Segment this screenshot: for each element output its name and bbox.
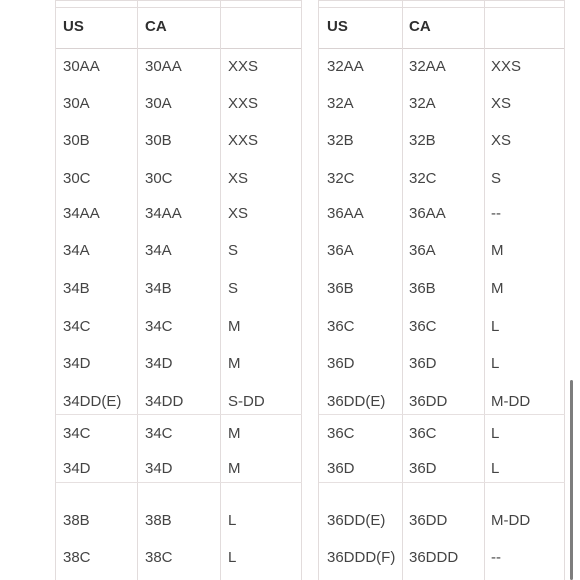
table-cell: 36B	[327, 280, 354, 297]
table-cell: 36DDD(F)	[327, 549, 396, 566]
table-cell: 36DD(E)	[327, 512, 386, 529]
table-cell: 30AA	[63, 58, 100, 75]
table-cell: L	[491, 425, 500, 442]
size-table-left	[55, 0, 302, 580]
table-cell: M	[491, 242, 504, 259]
table-cell: 36DDD	[409, 549, 459, 566]
table-cell: M	[228, 460, 241, 477]
table-cell: 34AA	[145, 205, 182, 222]
row-divider	[319, 414, 565, 415]
table-cell: 30C	[63, 170, 91, 187]
table-cell: XS	[228, 205, 249, 222]
table-cell: 34D	[145, 355, 173, 372]
table-cell: 30A	[63, 95, 90, 112]
table-cell: 32AA	[327, 58, 364, 75]
table-cell: 36B	[409, 280, 436, 297]
table-cell: XXS	[491, 58, 522, 75]
table-cell: 36DD(E)	[327, 393, 386, 410]
table-cell: M	[491, 280, 504, 297]
table-cell: M	[228, 425, 241, 442]
table-cell: XS	[491, 95, 512, 112]
table-cell: 38B	[63, 512, 90, 529]
table-cell: L	[228, 549, 237, 566]
table-cell: 36AA	[327, 205, 364, 222]
table-cell: 34C	[145, 425, 173, 442]
table-cell: 32B	[327, 132, 354, 149]
table-cell: M-DD	[491, 512, 531, 529]
table-cell: 36A	[409, 242, 436, 259]
table-cell: 34C	[63, 318, 91, 335]
table-cell: M-DD	[491, 393, 531, 410]
table-cell: L	[491, 460, 500, 477]
table-cell: 34DD(E)	[63, 393, 122, 410]
table-cell: S	[491, 170, 502, 187]
table-cell: 34C	[145, 318, 173, 335]
row-divider	[56, 414, 302, 415]
table-cell: 34DD	[145, 393, 184, 410]
table-cell: 32C	[327, 170, 355, 187]
row-divider	[319, 482, 565, 483]
table-cell: 34D	[63, 460, 91, 477]
size-table-right	[318, 0, 565, 580]
table-cell: 34D	[63, 355, 91, 372]
table-cell: 34B	[63, 280, 90, 297]
row-divider	[56, 482, 302, 483]
table-cell: 34C	[63, 425, 91, 442]
table-cell: 32A	[327, 95, 354, 112]
table-cell: 30B	[63, 132, 90, 149]
header-us: US	[327, 18, 348, 35]
table-cell: 38C	[63, 549, 91, 566]
table-cell: 34A	[63, 242, 90, 259]
header-us: US	[63, 18, 84, 35]
table-cell: 32AA	[409, 58, 446, 75]
table-cell: 32C	[409, 170, 437, 187]
table-cell: XS	[228, 170, 249, 187]
table-cell: 36D	[409, 355, 437, 372]
table-cell: M	[228, 355, 241, 372]
table-cell: 34A	[145, 242, 172, 259]
table-cell: 36DD	[409, 393, 448, 410]
table-cell: L	[228, 512, 237, 529]
table-cell: 30B	[145, 132, 172, 149]
table-cell: M	[228, 318, 241, 335]
table-cell: L	[491, 318, 500, 335]
table-cell: --	[491, 549, 501, 566]
table-cell: XXS	[228, 132, 259, 149]
table-cell: 30C	[145, 170, 173, 187]
table-cell: 36D	[409, 460, 437, 477]
table-cell: S	[228, 242, 239, 259]
table-cell: 36DD	[409, 512, 448, 529]
table-cell: 30AA	[145, 58, 182, 75]
header-ca: CA	[145, 18, 167, 35]
table-cell: 38C	[145, 549, 173, 566]
table-cell: 30A	[145, 95, 172, 112]
table-cell: --	[491, 205, 501, 222]
table-cell: 36D	[327, 355, 355, 372]
table-cell: S	[228, 280, 239, 297]
table-cell: XS	[491, 132, 512, 149]
table-cell: 36C	[327, 425, 355, 442]
table-cell: XXS	[228, 95, 259, 112]
table-cell: L	[491, 355, 500, 372]
table-cell: 36C	[327, 318, 355, 335]
table-cell: 36AA	[409, 205, 446, 222]
header-ca: CA	[409, 18, 431, 35]
table-cell: 36A	[327, 242, 354, 259]
table-cell: 34D	[145, 460, 173, 477]
table-cell: 34B	[145, 280, 172, 297]
table-cell: 36C	[409, 318, 437, 335]
table-cell: 32A	[409, 95, 436, 112]
table-cell: 34AA	[63, 205, 100, 222]
table-cell: 38B	[145, 512, 172, 529]
table-cell: 32B	[409, 132, 436, 149]
table-cell: XXS	[228, 58, 259, 75]
table-cell: S-DD	[228, 393, 265, 410]
table-cell: 36D	[327, 460, 355, 477]
scrollbar[interactable]	[570, 380, 573, 580]
table-cell: 36C	[409, 425, 437, 442]
